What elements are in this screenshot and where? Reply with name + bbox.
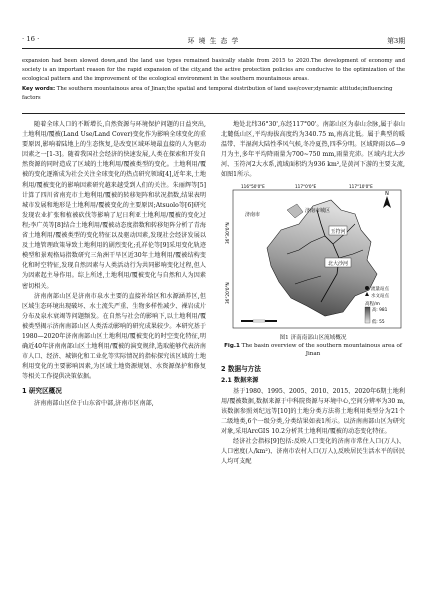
left-column	[22, 120, 206, 409]
elevation-ramp	[365, 307, 370, 323]
header-rule	[22, 48, 405, 49]
elevation-low: 低: 55	[372, 319, 385, 325]
issue-number: 第3期	[387, 37, 405, 45]
river-label-yufu: 玉符河	[330, 228, 346, 235]
lon-tick-2: 117°0'0"E	[295, 183, 317, 189]
data-source-paragraph: 基于1980、1995、2005、2010、2015、2020年6期土地利用/覆被数据,数据来源于中科院资源与环境中心,空间分辨率为30 m,该数据参照刘纪远等[10]的土地分类方法将土地利用类型分为21个二级地类,6个一级分类,分类结果如表1所示。以济南南部山区为研究对象,采用ArcGIS 10.2分析其土地利用/覆被的动态变化特征。	[221, 387, 405, 436]
intro-paragraph-1: 随着全球人口的不断增长,自然资源与环境保护问题的日益突出,土地利用/覆被(Land Use/Land Cover)变化作为影响全球变化的重要原因,影响着陆地上的生态恢复,是改变区域环境最直接的人为驱动因素之一[1-3]。随着我国社会经济的快速发展,人类在探索和开发自然资源的同时造成了区域的土地利用/覆被类型的变化。土地利用/覆被的变化逐渐成为社会关注全球变化的热点研究领域[4],近年来,土地利用/覆被变化的影响因素研究越来越受到人们的关注。朱丽辉等[5]计算了四川省南充市土地利用/覆被的转移矩阵和状况指数,结果表明城市发展和地形是土地利用/覆被变化的主要原因;Atsuolo等[6]研究发现农业扩张和植被砍伐等影响了尼日利亚土地利用/覆被的变化过程;李广英等[8]结合土地利用/覆被动态度指数和转移矩阵分析了青海省土地利用/覆被类型的变化特征以及驱动因素,发现社会经济发展以及土地管理政策导致土地利用的剧烈变化;孔祥伦等[9]采用变化轨迹模型和景观格局指数研究三角洲干旱区近30年土地利用/覆被结构变化和时空特征,发现自然因素与人类活动行为共同影响变化过程,但人为因素起主导作用。综上所述,土地利用/覆被变化与自然和人为因素密切相关。	[22, 121, 206, 290]
scale-bar	[241, 320, 277, 322]
right-column	[221, 120, 405, 468]
river-label-shahe: 北大沙河	[327, 260, 349, 267]
figure-caption-cn: 图1 济南南部山区流域概况	[279, 334, 347, 341]
subsection-2-1-heading: 2.1 数据来源	[221, 376, 259, 384]
lon-tick-3: 117°10'0"E	[349, 183, 373, 189]
flow-station-icon	[365, 286, 369, 290]
city-label-urban: 济南市城区	[305, 207, 331, 214]
running-header	[22, 35, 405, 47]
indicators-paragraph: 经济社会指标[9]包括:反映人口变化的济南市常住人口(万人)、人口密度(人/km²)、济南市农村人口(万人),反映居民生活水平的居民人均可支配	[221, 438, 405, 466]
figure-caption-en-label: Fig.1	[224, 342, 240, 349]
keywords-text: The southern mountainous area of Jinan;the spatial and temporal distribution of land use/cover;dynamic attitude;influencing factors	[22, 86, 393, 101]
study-area-paragraph-cont: 地处北纬36°30',东经117°00'。南部山区为泰山余脉,属于泰山北麓低山区,平均海拔高度约为340.75 m,南高北低。属于典型的暖温带、半湿润大陆性季风气候,冬冷夏热,四季分明。区域降雨以6—9月为主,多年平均降雨量为700~750 mm,雨量充沛。区域内北大沙河、玉符河2大水系,流域面积约为936 km²,是黄河下游的主要支流,如图1所示。	[221, 121, 405, 179]
lon-tick-1: 116°50'0"E	[241, 183, 265, 189]
legend-flow-station: 流量站点	[371, 286, 389, 292]
elevation-high: 高: 981	[372, 307, 388, 313]
map-svg	[221, 184, 405, 332]
section-2-heading: 2 数据与方法	[221, 364, 261, 373]
abstract-text: expansion had been slowed down,and the land use types remained basically stable from 2015 to 2020.The development of economy and society is an important reason for the rapid expansion of the city,and the active protection policies are conducive to the optimization of the ecological pattern and the improvement of the ecological environment in the southern mountainous areas.	[22, 58, 405, 82]
study-area-map	[221, 184, 405, 332]
legend-hydro-station: 水文站点	[371, 293, 389, 299]
city-label-jinan: 济南市	[245, 211, 261, 218]
lat-tick-2: 36°20'0"N	[225, 281, 230, 304]
keywords-label: Key words:	[22, 86, 56, 92]
journal-name: 环 境 生 态 学	[187, 37, 240, 45]
figure-caption-en	[221, 342, 405, 358]
abstract-rule	[22, 113, 405, 114]
study-area-paragraph: 济南南部山区位于山东省中部,济南市区南部,	[34, 399, 154, 407]
lat-tick-1: 36°30'0"N	[225, 221, 230, 244]
intro-paragraph-2: 济南南部山区是济南市泉水主要的直接补给区和水源涵养区,但区域生态环境出现破坏、水土流失严重、生物多样性减少、裸岩成片分布及泉水衰竭等问题频发。在自然与社会的影响下,以土地利用/覆被类型揭示济南南部山区人类活动影响的研究成果较少。本研究基于1980—2020年济南南部山区土地利用/覆被变化的时空变化特征,明确近40年济南南部山区土地利用/覆被的演变规律,选取能够代表济南市人口、经济、城镇化和工业化等实际情况的指标探究该区域的土地利用变化的主要影响因素,为区域土地资源规划、水资源保护和修复等相关工作提供决策依据。	[22, 292, 206, 381]
keywords	[22, 85, 405, 103]
section-1-heading: 1 研究区概况	[22, 387, 62, 396]
legend-elevation-title: 高程/m	[365, 301, 380, 307]
figure-caption-en-text: The basin overview of the southern mountainous area of Jinan	[241, 342, 402, 357]
page-number: · 16 ·	[22, 35, 40, 43]
north-label: N	[385, 190, 389, 197]
